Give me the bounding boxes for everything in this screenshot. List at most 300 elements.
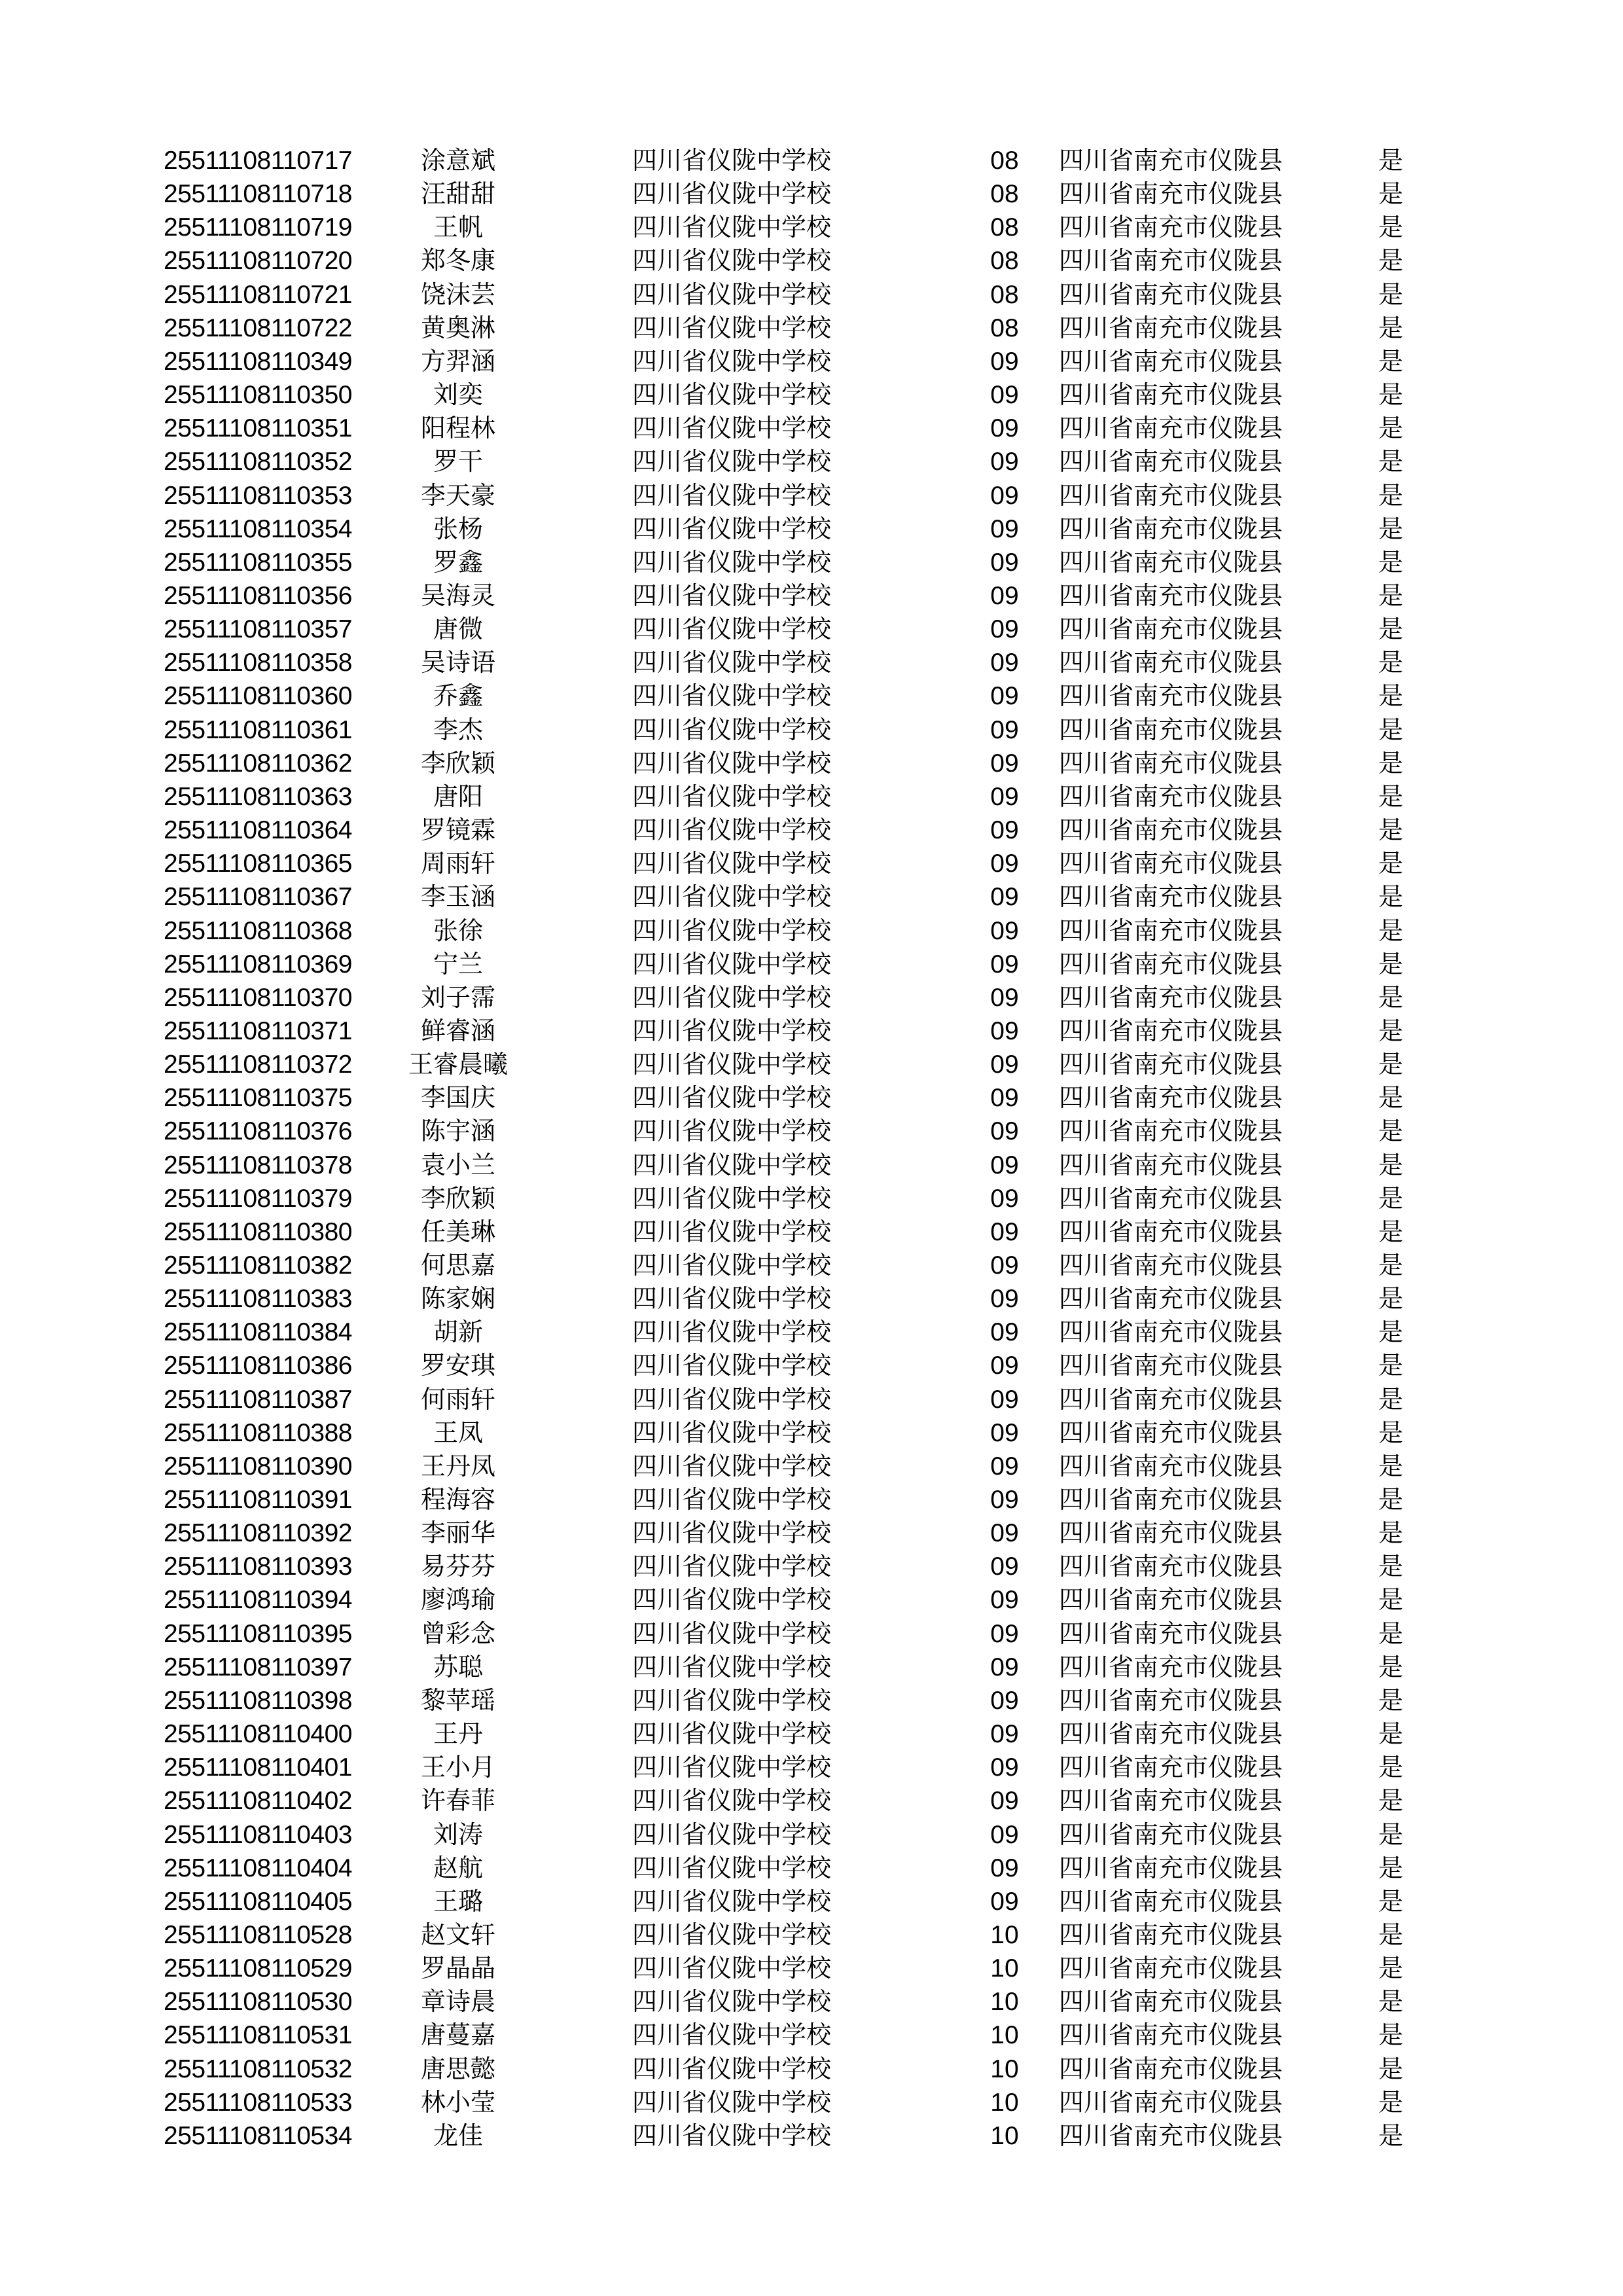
table-row	[0, 646, 1623, 679]
class-number-cell: 09	[990, 1653, 1019, 1681]
region-cell: 四川省南充市仪陇县	[1059, 447, 1283, 476]
student-name-cell: 苏聪	[433, 1652, 483, 1681]
school-name-cell: 四川省仪陇中学校	[632, 1451, 832, 1480]
class-number-cell: 09	[990, 414, 1019, 443]
class-number-cell: 09	[990, 1318, 1019, 1347]
region-cell: 四川省南充市仪陇县	[1059, 1886, 1283, 1916]
student-name-cell: 李天豪	[420, 480, 495, 510]
status-flag-cell: 是	[1378, 849, 1404, 878]
region-cell: 四川省南充市仪陇县	[1059, 1117, 1283, 1146]
status-flag-cell: 是	[1378, 1652, 1404, 1681]
table-row	[0, 1751, 1623, 1784]
status-flag-cell: 是	[1378, 949, 1404, 978]
region-cell: 四川省南充市仪陇县	[1059, 2121, 1283, 2150]
student-id-cell: 25511108110375	[164, 1084, 352, 1113]
region-cell: 四川省南充市仪陇县	[1059, 1920, 1283, 1949]
status-flag-cell: 是	[1378, 1351, 1404, 1380]
region-cell: 四川省南充市仪陇县	[1059, 816, 1283, 844]
status-flag-cell: 是	[1378, 1518, 1404, 1548]
status-flag-cell: 是	[1378, 380, 1404, 409]
table-row	[0, 914, 1623, 948]
student-id-cell: 25511108110387	[164, 1385, 352, 1414]
student-id-cell: 25511108110352	[164, 448, 352, 476]
student-id-cell: 25511108110383	[164, 1285, 352, 1314]
class-number-cell: 08	[990, 180, 1019, 209]
region-cell: 四川省南充市仪陇县	[1059, 1652, 1283, 1681]
class-number-cell: 09	[990, 1285, 1019, 1314]
region-cell: 四川省南充市仪陇县	[1059, 781, 1283, 811]
status-flag-cell: 是	[1378, 1083, 1404, 1113]
student-name-cell: 罗鑫	[433, 547, 483, 577]
class-number-cell: 08	[990, 314, 1019, 342]
table-row	[0, 1885, 1623, 1918]
region-cell: 四川省南充市仪陇县	[1059, 346, 1283, 376]
class-number-cell: 09	[990, 1217, 1019, 1246]
school-name-cell: 四川省仪陇中学校	[632, 1183, 832, 1213]
table-row	[0, 1918, 1623, 1952]
student-name-cell: 何思嘉	[420, 1251, 495, 1280]
class-number-cell: 08	[990, 147, 1019, 175]
student-name-cell: 林小莹	[420, 2087, 495, 2117]
status-flag-cell: 是	[1378, 1753, 1404, 1782]
class-number-cell: 10	[990, 1988, 1019, 2017]
student-id-cell: 25511108110382	[164, 1251, 352, 1280]
class-number-cell: 10	[990, 2121, 1019, 2150]
student-name-cell: 鲜睿涵	[420, 1016, 495, 1045]
school-name-cell: 四川省仪陇中学校	[632, 1050, 832, 1079]
table-row	[0, 479, 1623, 512]
table-row	[0, 1416, 1623, 1450]
student-name-cell: 李欣颖	[420, 748, 495, 778]
status-flag-cell: 是	[1378, 715, 1404, 744]
status-flag-cell: 是	[1378, 816, 1404, 844]
table-row	[0, 880, 1623, 914]
status-flag-cell: 是	[1378, 1217, 1404, 1246]
student-id-cell: 25511108110402	[164, 1787, 352, 1816]
student-id-cell: 25511108110720	[164, 247, 352, 276]
table-row	[0, 244, 1623, 278]
class-number-cell: 09	[990, 682, 1019, 711]
region-cell: 四川省南充市仪陇县	[1059, 1284, 1283, 1314]
school-name-cell: 四川省仪陇中学校	[632, 1987, 832, 2017]
student-name-cell: 李丽华	[420, 1518, 495, 1548]
class-number-cell: 09	[990, 983, 1019, 1012]
class-number-cell: 09	[990, 1084, 1019, 1113]
region-cell: 四川省南充市仪陇县	[1059, 2087, 1283, 2117]
status-flag-cell: 是	[1378, 1853, 1404, 1882]
table-row	[0, 312, 1623, 345]
school-name-cell: 四川省仪陇中学校	[632, 849, 832, 878]
school-name-cell: 四川省仪陇中学校	[632, 2121, 832, 2150]
region-cell: 四川省南充市仪陇县	[1059, 581, 1283, 610]
status-flag-cell: 是	[1378, 882, 1404, 912]
table-row	[0, 345, 1623, 378]
status-flag-cell: 是	[1378, 414, 1404, 443]
table-row	[0, 1784, 1623, 1818]
region-cell: 四川省南充市仪陇县	[1059, 380, 1283, 409]
student-id-cell: 25511108110360	[164, 682, 352, 711]
student-name-cell: 唐蔓嘉	[420, 2020, 495, 2050]
table-row	[0, 2086, 1623, 2119]
student-id-cell: 25511108110372	[164, 1050, 352, 1079]
student-id-cell: 25511108110367	[164, 883, 352, 912]
status-flag-cell: 是	[1378, 279, 1404, 309]
school-name-cell: 四川省仪陇中学校	[632, 916, 832, 945]
table-row	[0, 1684, 1623, 1717]
school-name-cell: 四川省仪陇中学校	[632, 179, 832, 209]
status-flag-cell: 是	[1378, 615, 1404, 644]
student-id-cell: 25511108110370	[164, 983, 352, 1012]
region-cell: 四川省南充市仪陇县	[1059, 1685, 1283, 1715]
status-flag-cell: 是	[1378, 1619, 1404, 1648]
status-flag-cell: 是	[1378, 1050, 1404, 1079]
status-flag-cell: 是	[1378, 2020, 1404, 2050]
region-cell: 四川省南充市仪陇县	[1059, 1585, 1283, 1615]
class-number-cell: 09	[990, 649, 1019, 677]
class-number-cell: 09	[990, 1486, 1019, 1514]
student-id-cell: 25511108110369	[164, 950, 352, 978]
student-id-cell: 25511108110386	[164, 1352, 352, 1380]
school-name-cell: 四川省仪陇中学校	[632, 2087, 832, 2117]
table-row	[0, 1952, 1623, 1985]
student-name-cell: 吴诗语	[420, 648, 495, 677]
student-name-cell: 罗干	[433, 447, 483, 476]
region-cell: 四川省南充市仪陇县	[1059, 2054, 1283, 2083]
table-row	[0, 1450, 1623, 1483]
region-cell: 四川省南充市仪陇县	[1059, 547, 1283, 577]
region-cell: 四川省南充市仪陇县	[1059, 615, 1283, 644]
student-name-cell: 廖鸿瑜	[420, 1585, 495, 1615]
school-name-cell: 四川省仪陇中学校	[632, 414, 832, 443]
school-name-cell: 四川省仪陇中学校	[632, 313, 832, 342]
school-name-cell: 四川省仪陇中学校	[632, 1853, 832, 1882]
student-id-cell: 25511108110349	[164, 347, 352, 376]
region-cell: 四川省南充市仪陇县	[1059, 1351, 1283, 1380]
student-name-cell: 王小月	[420, 1753, 495, 1782]
class-number-cell: 09	[990, 1854, 1019, 1882]
status-flag-cell: 是	[1378, 1585, 1404, 1615]
table-row	[0, 613, 1623, 646]
school-name-cell: 四川省仪陇中学校	[632, 480, 832, 510]
table-row	[0, 2053, 1623, 2086]
student-name-cell: 刘子霈	[420, 982, 495, 1012]
class-number-cell: 09	[990, 1184, 1019, 1213]
student-id-cell: 25511108110392	[164, 1519, 352, 1548]
status-flag-cell: 是	[1378, 480, 1404, 510]
school-name-cell: 四川省仪陇中学校	[632, 1820, 832, 1849]
student-id-cell: 25511108110357	[164, 615, 352, 644]
region-cell: 四川省南充市仪陇县	[1059, 1384, 1283, 1414]
school-name-cell: 四川省仪陇中学校	[632, 1351, 832, 1380]
table-row	[0, 1717, 1623, 1751]
student-id-cell: 25511108110401	[164, 1753, 352, 1782]
school-name-cell: 四川省仪陇中学校	[632, 1518, 832, 1548]
class-number-cell: 09	[990, 1753, 1019, 1782]
status-flag-cell: 是	[1378, 1251, 1404, 1280]
table-row	[0, 1985, 1623, 2018]
school-name-cell: 四川省仪陇中学校	[632, 1753, 832, 1782]
table-row	[0, 1483, 1623, 1516]
status-flag-cell: 是	[1378, 581, 1404, 610]
status-flag-cell: 是	[1378, 1284, 1404, 1314]
table-row	[0, 177, 1623, 211]
region-cell: 四川省南充市仪陇县	[1059, 313, 1283, 342]
student-name-cell: 李国庆	[420, 1083, 495, 1113]
student-id-cell: 25511108110532	[164, 2054, 352, 2083]
class-number-cell: 09	[990, 1117, 1019, 1146]
student-id-cell: 25511108110355	[164, 548, 352, 577]
table-row	[0, 1249, 1623, 1282]
student-name-cell: 郑冬康	[420, 246, 495, 276]
student-id-cell: 25511108110398	[164, 1686, 352, 1715]
school-name-cell: 四川省仪陇中学校	[632, 246, 832, 276]
table-row	[0, 211, 1623, 244]
table-row	[0, 981, 1623, 1014]
region-cell: 四川省南充市仪陇县	[1059, 982, 1283, 1012]
student-name-cell: 罗镜霖	[420, 816, 495, 844]
table-row	[0, 278, 1623, 312]
student-name-cell: 阳程林	[420, 414, 495, 443]
class-number-cell: 09	[990, 548, 1019, 577]
table-row	[0, 713, 1623, 747]
status-flag-cell: 是	[1378, 1418, 1404, 1447]
class-number-cell: 09	[990, 1519, 1019, 1548]
table-row	[0, 144, 1623, 177]
student-id-cell: 25511108110528	[164, 1920, 352, 1949]
class-number-cell: 10	[990, 2088, 1019, 2117]
student-name-cell: 张徐	[433, 916, 483, 945]
school-name-cell: 四川省仪陇中学校	[632, 514, 832, 543]
class-number-cell: 09	[990, 1720, 1019, 1748]
student-id-cell: 25511108110395	[164, 1619, 352, 1648]
class-number-cell: 09	[990, 715, 1019, 744]
student-id-cell: 25511108110719	[164, 213, 352, 242]
student-id-cell: 25511108110356	[164, 581, 352, 610]
student-id-cell: 25511108110529	[164, 1954, 352, 1983]
table-row	[0, 512, 1623, 546]
school-name-cell: 四川省仪陇中学校	[632, 1920, 832, 1949]
student-name-cell: 何雨轩	[420, 1384, 495, 1414]
status-flag-cell: 是	[1378, 681, 1404, 711]
region-cell: 四川省南充市仪陇县	[1059, 1217, 1283, 1246]
table-row	[0, 378, 1623, 412]
region-cell: 四川省南充市仪陇县	[1059, 179, 1283, 209]
status-flag-cell: 是	[1378, 346, 1404, 376]
student-name-cell: 袁小兰	[420, 1150, 495, 1179]
student-id-cell: 25511108110393	[164, 1552, 352, 1581]
class-number-cell: 09	[990, 1016, 1019, 1045]
status-flag-cell: 是	[1378, 1552, 1404, 1581]
class-number-cell: 09	[990, 1352, 1019, 1380]
class-number-cell: 09	[990, 1787, 1019, 1816]
student-id-cell: 25511108110391	[164, 1486, 352, 1514]
school-name-cell: 四川省仪陇中学校	[632, 1418, 832, 1447]
student-name-cell: 龙佳	[433, 2121, 483, 2150]
table-row	[0, 1818, 1623, 1852]
student-name-cell: 王帆	[433, 213, 483, 242]
student-id-cell: 25511108110353	[164, 481, 352, 510]
class-number-cell: 10	[990, 2054, 1019, 2083]
status-flag-cell: 是	[1378, 1318, 1404, 1347]
student-name-cell: 易芬芬	[420, 1552, 495, 1581]
class-number-cell: 09	[990, 381, 1019, 409]
student-id-cell: 25511108110722	[164, 314, 352, 342]
status-flag-cell: 是	[1378, 1920, 1404, 1949]
student-id-cell: 25511108110405	[164, 1887, 352, 1916]
region-cell: 四川省南充市仪陇县	[1059, 1954, 1283, 1983]
status-flag-cell: 是	[1378, 982, 1404, 1012]
table-row	[0, 847, 1623, 880]
status-flag-cell: 是	[1378, 1183, 1404, 1213]
student-name-cell: 黄奥淋	[420, 313, 495, 342]
student-name-cell: 罗晶晶	[420, 1954, 495, 1983]
student-id-cell: 25511108110384	[164, 1318, 352, 1347]
table-row	[0, 1282, 1623, 1316]
region-cell: 四川省南充市仪陇县	[1059, 1719, 1283, 1748]
table-row	[0, 1149, 1623, 1182]
region-cell: 四川省南充市仪陇县	[1059, 648, 1283, 677]
school-name-cell: 四川省仪陇中学校	[632, 1384, 832, 1414]
region-cell: 四川省南充市仪陇县	[1059, 514, 1283, 543]
region-cell: 四川省南充市仪陇县	[1059, 1485, 1283, 1514]
class-number-cell: 09	[990, 347, 1019, 376]
school-name-cell: 四川省仪陇中学校	[632, 1217, 832, 1246]
student-id-cell: 25511108110721	[164, 280, 352, 309]
student-name-cell: 罗安琪	[420, 1351, 495, 1380]
status-flag-cell: 是	[1378, 447, 1404, 476]
student-id-cell: 25511108110354	[164, 514, 352, 543]
school-name-cell: 四川省仪陇中学校	[632, 1485, 832, 1514]
student-name-cell: 饶沫芸	[420, 279, 495, 309]
status-flag-cell: 是	[1378, 748, 1404, 778]
student-name-cell: 章诗晨	[420, 1987, 495, 2017]
student-name-cell: 任美琳	[420, 1217, 495, 1246]
table-row	[0, 747, 1623, 780]
school-name-cell: 四川省仪陇中学校	[632, 1954, 832, 1983]
school-name-cell: 四川省仪陇中学校	[632, 816, 832, 844]
school-name-cell: 四川省仪陇中学校	[632, 1652, 832, 1681]
region-cell: 四川省南充市仪陇县	[1059, 949, 1283, 978]
school-name-cell: 四川省仪陇中学校	[632, 1318, 832, 1347]
school-name-cell: 四川省仪陇中学校	[632, 1619, 832, 1648]
student-id-cell: 25511108110397	[164, 1653, 352, 1681]
student-id-cell: 25511108110394	[164, 1586, 352, 1615]
school-name-cell: 四川省仪陇中学校	[632, 949, 832, 978]
region-cell: 四川省南充市仪陇县	[1059, 1418, 1283, 1447]
school-name-cell: 四川省仪陇中学校	[632, 1552, 832, 1581]
student-name-cell: 赵航	[433, 1853, 483, 1882]
student-name-cell: 王丹凤	[420, 1451, 495, 1480]
class-number-cell: 09	[990, 782, 1019, 811]
region-cell: 四川省南充市仪陇县	[1059, 1853, 1283, 1882]
region-cell: 四川省南充市仪陇县	[1059, 1518, 1283, 1548]
table-row	[0, 546, 1623, 579]
student-name-cell: 曾彩念	[420, 1619, 495, 1648]
status-flag-cell: 是	[1378, 916, 1404, 945]
status-flag-cell: 是	[1378, 2054, 1404, 2083]
table-row	[0, 2119, 1623, 2153]
student-id-cell: 25511108110361	[164, 715, 352, 744]
student-id-cell: 25511108110368	[164, 916, 352, 945]
student-name-cell: 陈宇涵	[420, 1117, 495, 1146]
status-flag-cell: 是	[1378, 1820, 1404, 1849]
region-cell: 四川省南充市仪陇县	[1059, 1150, 1283, 1179]
status-flag-cell: 是	[1378, 179, 1404, 209]
school-name-cell: 四川省仪陇中学校	[632, 748, 832, 778]
region-cell: 四川省南充市仪陇县	[1059, 1552, 1283, 1581]
school-name-cell: 四川省仪陇中学校	[632, 1719, 832, 1748]
class-number-cell: 09	[990, 1151, 1019, 1179]
status-flag-cell: 是	[1378, 1150, 1404, 1179]
student-id-cell: 25511108110531	[164, 2021, 352, 2050]
region-cell: 四川省南充市仪陇县	[1059, 916, 1283, 945]
school-name-cell: 四川省仪陇中学校	[632, 1016, 832, 1045]
table-row	[0, 1651, 1623, 1684]
region-cell: 四川省南充市仪陇县	[1059, 1318, 1283, 1347]
school-name-cell: 四川省仪陇中学校	[632, 715, 832, 744]
region-cell: 四川省南充市仪陇县	[1059, 1183, 1283, 1213]
status-flag-cell: 是	[1378, 1117, 1404, 1146]
student-name-cell: 李玉涵	[420, 882, 495, 912]
table-row	[0, 1081, 1623, 1115]
student-name-cell: 刘涛	[433, 1820, 483, 1849]
status-flag-cell: 是	[1378, 2121, 1404, 2150]
class-number-cell: 09	[990, 916, 1019, 945]
student-id-cell: 25511108110717	[164, 147, 352, 175]
student-id-cell: 25511108110364	[164, 816, 352, 844]
school-name-cell: 四川省仪陇中学校	[632, 2020, 832, 2050]
table-row	[0, 780, 1623, 814]
region-cell: 四川省南充市仪陇县	[1059, 213, 1283, 242]
region-cell: 四川省南充市仪陇县	[1059, 1451, 1283, 1480]
status-flag-cell: 是	[1378, 1451, 1404, 1480]
student-name-cell: 唐阳	[433, 781, 483, 811]
class-number-cell: 08	[990, 213, 1019, 242]
school-name-cell: 四川省仪陇中学校	[632, 781, 832, 811]
class-number-cell: 09	[990, 615, 1019, 644]
student-id-cell: 25511108110362	[164, 749, 352, 778]
student-id-cell: 25511108110534	[164, 2121, 352, 2150]
student-id-cell: 25511108110404	[164, 1854, 352, 1882]
school-name-cell: 四川省仪陇中学校	[632, 982, 832, 1012]
status-flag-cell: 是	[1378, 213, 1404, 242]
class-number-cell: 09	[990, 1887, 1019, 1916]
school-name-cell: 四川省仪陇中学校	[632, 346, 832, 376]
student-id-cell: 25511108110363	[164, 782, 352, 811]
class-number-cell: 09	[990, 816, 1019, 844]
student-id-cell: 25511108110378	[164, 1151, 352, 1179]
student-id-cell: 25511108110358	[164, 649, 352, 677]
region-cell: 四川省南充市仪陇县	[1059, 681, 1283, 711]
student-id-cell: 25511108110530	[164, 1988, 352, 2017]
school-name-cell: 四川省仪陇中学校	[632, 581, 832, 610]
school-name-cell: 四川省仪陇中学校	[632, 1886, 832, 1916]
region-cell: 四川省南充市仪陇县	[1059, 1050, 1283, 1079]
class-number-cell: 09	[990, 1552, 1019, 1581]
status-flag-cell: 是	[1378, 2087, 1404, 2117]
school-name-cell: 四川省仪陇中学校	[632, 146, 832, 175]
school-name-cell: 四川省仪陇中学校	[632, 681, 832, 711]
student-name-cell: 唐思懿	[420, 2054, 495, 2083]
school-name-cell: 四川省仪陇中学校	[632, 2054, 832, 2083]
table-row	[0, 814, 1623, 847]
status-flag-cell: 是	[1378, 547, 1404, 577]
status-flag-cell: 是	[1378, 1016, 1404, 1045]
student-name-cell: 王丹	[433, 1719, 483, 1748]
class-number-cell: 08	[990, 280, 1019, 309]
student-name-cell: 陈家娴	[420, 1284, 495, 1314]
school-name-cell: 四川省仪陇中学校	[632, 547, 832, 577]
